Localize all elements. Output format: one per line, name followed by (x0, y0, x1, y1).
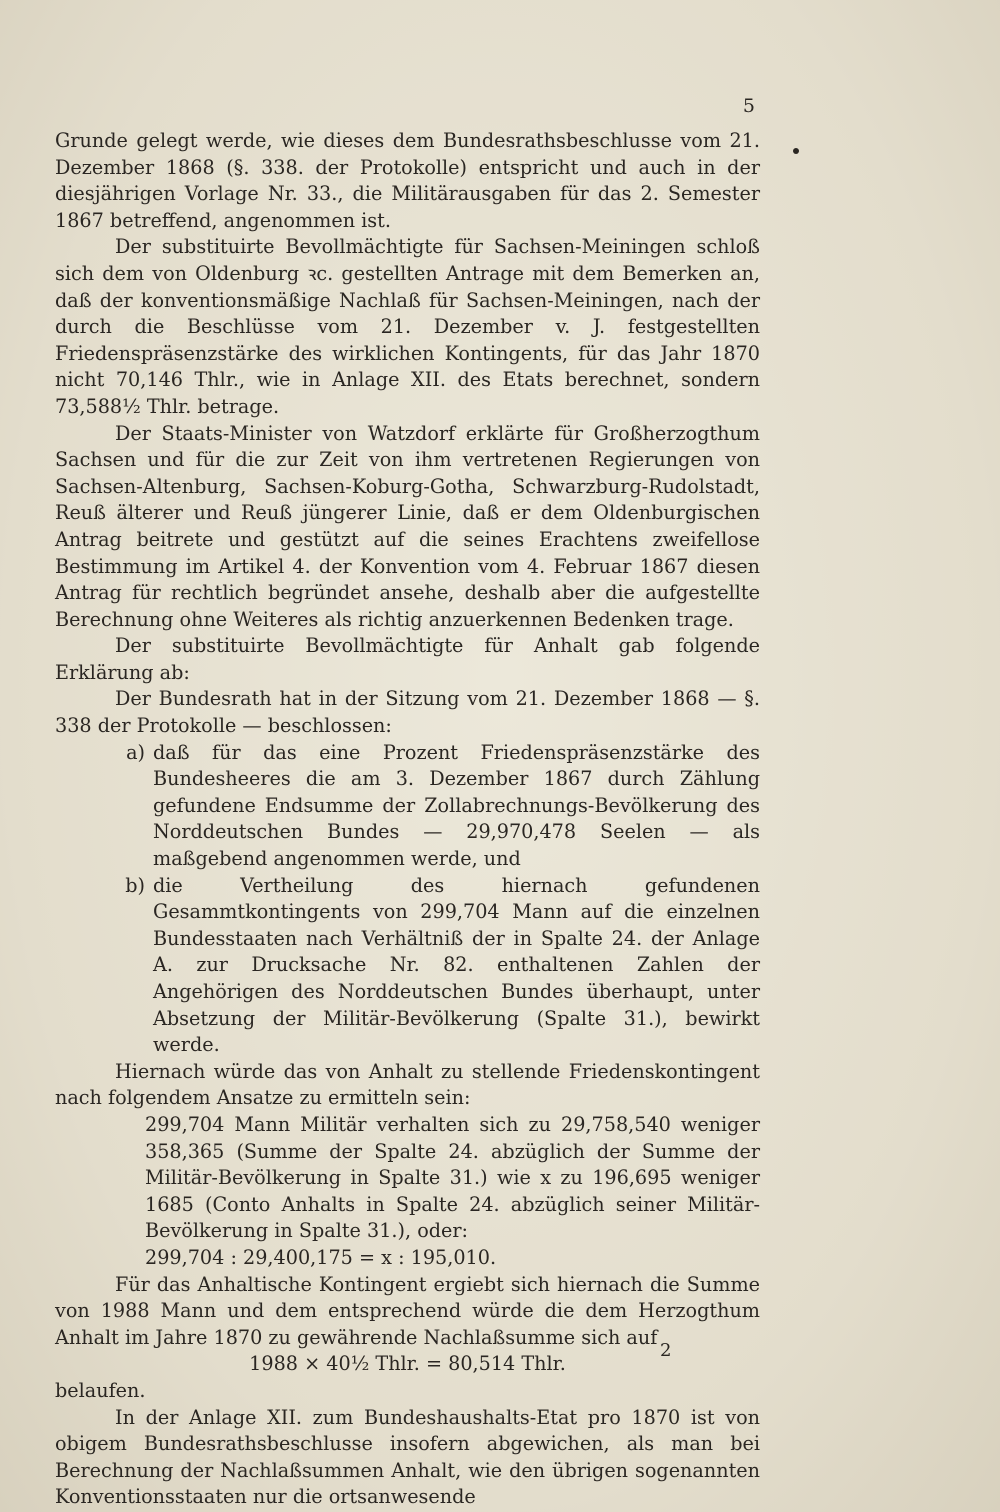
list-item-text: daß für das eine Prozent Friedenspräsenzstärke des Bundesheeres die am 3. Dezember 1867 durch Zählung gefundene Endsumme der Zollabrechnungs-Bevölkerung des Norddeutschen Bundes — 29,970,478 Seelen — als maßgebend angenommen werde, und (153, 740, 760, 871)
signature-mark: 2 (660, 1340, 672, 1361)
paragraph-1: Grunde gelegt werde, wie dieses dem Bundesrathsbeschlusse vom 21. Dezember 1868 (§. 338. der Protokolle) entspricht und auch in der diesjährigen Vorlage Nr. 33., die Militärausgaben für das 2. Semester 1867 betreffend, angenommen ist. (55, 129, 760, 232)
calculation-formula: 299,704 : 29,400,175 = x : 195,010. (145, 1245, 497, 1269)
result-formula: 1988 × 40½ Thlr. = 80,514 Thlr. (249, 1352, 566, 1376)
list-item-b (55, 873, 760, 1059)
body-text (55, 128, 760, 1511)
page-number: 5 (742, 95, 755, 117)
paragraph-2: Der substituirte Bevollmächtigte für Sachsen-Meiningen schloß sich dem von Oldenburg ꝛc. gestellten Antrage mit dem Bemerken an, daß der konventionsmäßige Nachlaß für Sachsen-Meiningen, nach der durch die Beschlüsse vom 21. Dezember v. J. festgestellten Friedenspräsenzstärke des wirklichen Kontingents, für das Jahr 1870 nicht 70,146 Thlr., wie in Anlage XII. des Etats berechnet, sondern 73,588½ Thlr. betrage. (55, 235, 760, 418)
result-end: belaufen. (55, 1378, 146, 1402)
list-item-label: a) (126, 740, 145, 764)
paragraph-4: Der substituirte Bevollmächtigte für Anhalt gab folgende Erklärung ab: (55, 634, 760, 684)
paragraph-5: Der Bundesrath hat in der Sitzung vom 21. Dezember 1868 — §. 338 der Protokolle — beschlossen: (55, 687, 760, 738)
list-item-a (55, 740, 760, 873)
final-paragraph: In der Anlage XII. zum Bundeshaushalts-Etat pro 1870 ist von obigem Bundesrathsbeschlusse insofern abgewichen, als man bei Berechnung der Nachlaßsummen Anhalt, wie den übrigen sogenannten Konventionsstaaten nur die ortsanwesende (55, 1405, 760, 1509)
paragraph-3: Der Staats-Minister von Watzdorf erklärte für Großherzogthum Sachsen und für die zur Zeit von ihm vertretenen Regierungen von Sachsen-Altenburg, Sachsen-Koburg-Gotha, Schwarzburg-Rudolstadt, Reuß älterer und Reuß jüngerer Linie, daß er dem Oldenburgischen Antrag beitrete und gestützt auf die seines Erachtens zweifellose Bestimmung im Artikel 4. der Konvention vom 4. Februar 1867 diesen Antrag für rechtlich begründet ansehe, deshalb aber die aufgestellte Berechnung ohne Weiteres als richtig anzuerkennen Bedenken trage. (55, 421, 760, 631)
calculation-text: 299,704 Mann Militär verhalten sich zu 29,758,540 weniger 358,365 (Summe der Spalte 24. abzüglich der Summe der Militär-Bevölkerung in Spalte 31.) wie x zu 196,695 weniger 1685 (Conto Anhalts in Spalte 24. abzüglich seiner Militär-Bevölkerung in Spalte 31.), oder: (145, 1112, 760, 1243)
list-item-text: die Vertheilung des hiernach gefundenen Gesammtkontingents von 299,704 Mann auf die einzelnen Bundesstaaten nach Verhältniß der in Spalte 24. der Anlage A. zur Drucksache Nr. 82. enthaltenen Zahlen der Angehörigen des Norddeutschen Bundes überhaupt, unter Absetzung der Militär-Bevölkerung (Spalte 31.), bewirkt werde. (153, 873, 760, 1057)
margin-dot (793, 148, 799, 154)
paragraph-result: Für das Anhaltische Kontingent ergiebt sich hiernach die Summe von 1988 Mann und dem entsprechend würde die dem Herzogthum Anhalt im Jahre 1870 zu gewährende Nachlaßsumme sich auf (55, 1272, 760, 1349)
paragraph-after-items: Hiernach würde das von Anhalt zu stellende Friedenskontingent nach folgendem Ansatze zu ermitteln sein: (55, 1059, 760, 1110)
list-item-label: b) (125, 873, 145, 897)
